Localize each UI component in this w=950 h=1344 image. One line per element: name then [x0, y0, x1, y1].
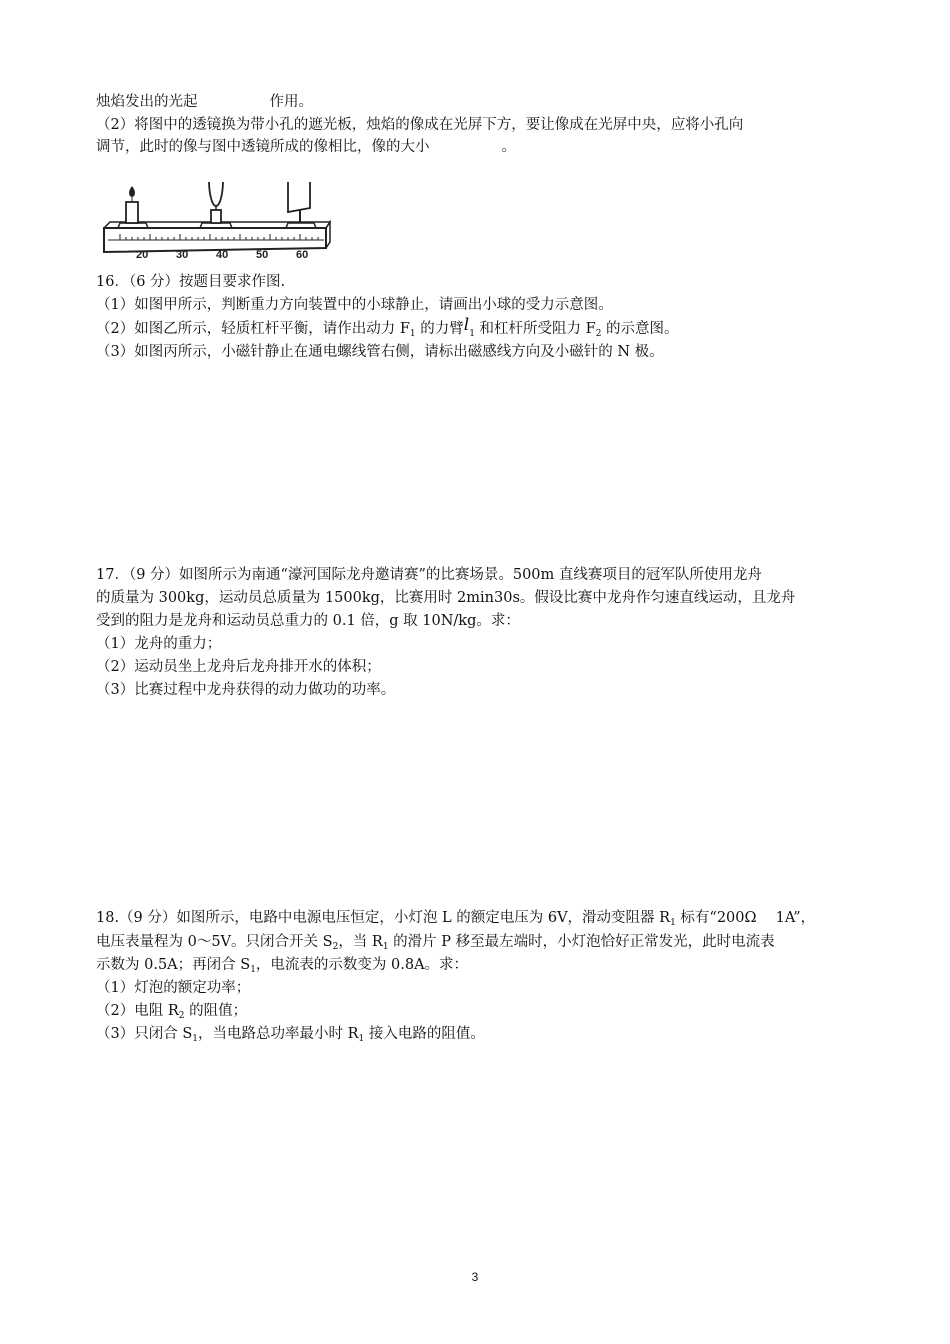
- q18-line2: 电压表量程为 0～5V。只闭合开关 $S_2$，当 $R_1$ 的滑片 P 移至最左端时，小灯泡恰好正常发光，此时电流表: [96, 934, 775, 952]
- q18-item3: （3）只闭合 $S_1$，当电路总功率最小时 $R_1$ 接入电路的阻值。: [96, 1026, 485, 1044]
- optical-bench-figure: [100, 182, 332, 266]
- q17-item3: （3）比赛过程中龙舟获得的动力做功的功率。: [96, 682, 396, 698]
- candle-flame: [129, 186, 135, 197]
- q17-item1: （1）龙舟的重力；: [96, 636, 222, 652]
- candle: [126, 202, 138, 223]
- q17-line3: 受到的阻力是龙舟和运动员总重力的 0.1 倍，g 取 10N/kg。求：: [96, 613, 520, 629]
- q15-line1: 烛焰发出的光起 作用。: [96, 94, 313, 110]
- q17-line2: 的质量为 300kg，运动员总质量为 1500kg，比赛用时 2min30s。假设比赛中龙舟作匀速直线运动，且龙舟: [96, 590, 796, 606]
- light-screen: [288, 182, 310, 212]
- bench-scale-ticks: [120, 234, 318, 240]
- q15-line3: 调节，此时的像与图中透镜所成的像相比，像的大小 。: [96, 139, 516, 155]
- convex-lens: [209, 182, 223, 206]
- lens-stand: [211, 210, 221, 223]
- tick-label: 40: [216, 249, 229, 261]
- tick-label: 60: [296, 249, 309, 261]
- q18-item2: （2）电阻 $R_2$ 的阻值；: [96, 1003, 248, 1021]
- q17-item2: （2）运动员坐上龙舟后龙舟排开水的体积；: [96, 659, 381, 675]
- q16-item3: （3）如图丙所示，小磁针静止在通电螺线管右侧，请标出磁感线方向及小磁针的 N 极。: [96, 344, 664, 360]
- q18-line3: 示数为 0.5A；再闭合 $S_1$，电流表的示数变为 0.8A。求：: [96, 957, 469, 975]
- q16-item1: （1）如图甲所示，判断重力方向装置中的小球静止，请画出小球的受力示意图。: [96, 297, 613, 313]
- tick-label: 30: [176, 249, 189, 261]
- tick-label: 50: [256, 249, 269, 261]
- page-number: 3: [471, 1270, 479, 1284]
- q18-item1: （1）灯泡的额定功率；: [96, 980, 251, 996]
- q16-title: 16．（6 分）按题目要求作图.: [96, 274, 286, 290]
- q18-line1: 18.（9 分）如图所示，电路中电源电压恒定，小灯泡 L 的额定电压为 6V，滑动变阻器 $R_1$ 标有“200Ω 1A”，: [96, 910, 816, 928]
- tick-label: 20: [136, 249, 149, 261]
- q15-line2: （2）将图中的透镜换为带小孔的遮光板，烛焰的像成在光屏下方，要让像成在光屏中央，应将小孔向: [96, 117, 744, 133]
- q16-item2: （2）如图乙所示，轻质杠杆平衡，请作出动力 $F_1$ 的力臂$l_1$ 和杠杆所受阻力 $F_2$ 的示意图。: [96, 315, 679, 339]
- q17-line1: 17．（9 分）如图所示为南通“濠河国际龙舟邀请赛”的比赛场景。500m 直线赛项目的冠军队所使用龙舟: [96, 567, 762, 583]
